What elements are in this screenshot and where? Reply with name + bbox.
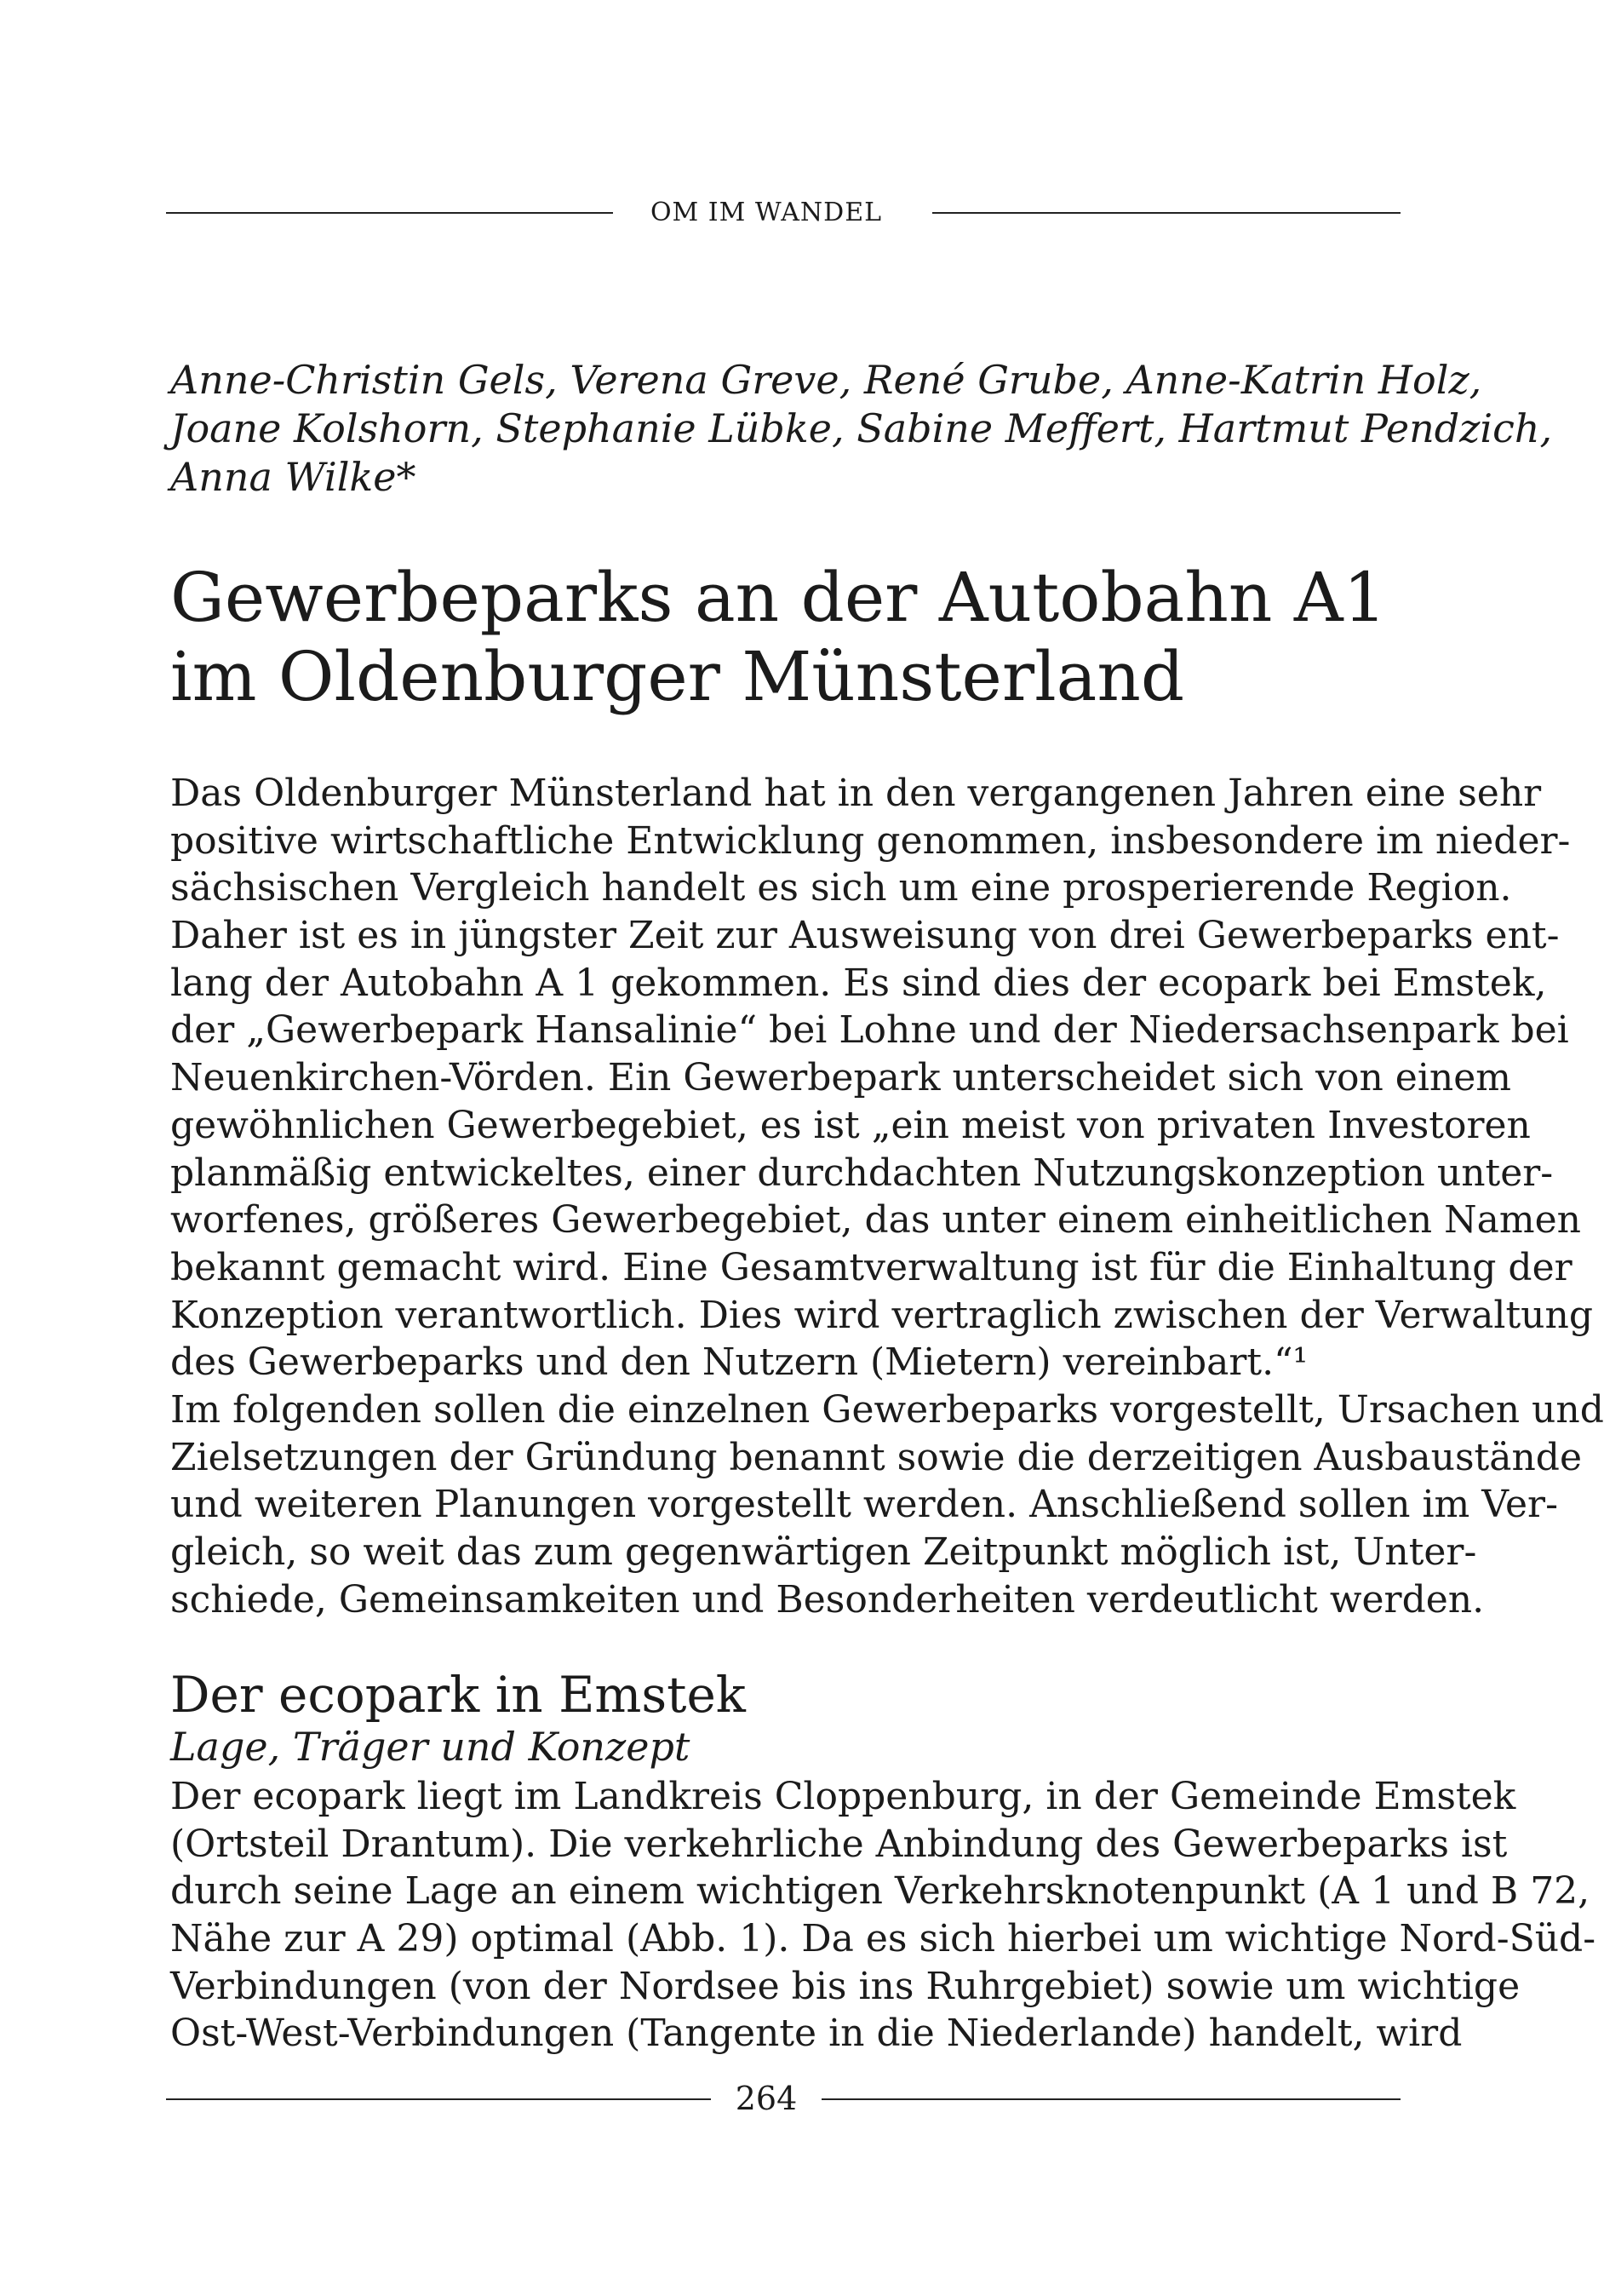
author-line: Anne-Christin Gels, Verena Greve, René Grube, Anne-Katrin Holz, — [170, 357, 1482, 403]
running-head — [0, 198, 1532, 228]
text-line: sächsischen Vergleich handelt es sich um eine prosperierende Region. — [170, 866, 1512, 910]
text-line: des Gewerbeparks und den Nutzern (Mietern) vereinbart.“¹ — [170, 1340, 1309, 1385]
text-line: bekannt gemacht wird. Eine Gesamtverwaltung ist für die Einhaltung der — [170, 1245, 1572, 1289]
text-line: Ost-West-Verbindungen (Tangente in die Niederlande) handelt, wird — [170, 2012, 1463, 2056]
text-line: Daher ist es in jüngster Zeit zur Ausweisung von drei Gewerbeparks ent- — [170, 914, 1560, 958]
author-list — [170, 356, 1553, 502]
page-footer — [0, 2081, 1532, 2115]
intro-paragraph — [170, 770, 1604, 1623]
author-line: Joane Kolshorn, Stephanie Lübke, Sabine Meffert, Hartmut Pendzich, — [170, 405, 1553, 451]
title-line: im Oldenburger Münsterland — [170, 637, 1185, 716]
text-line: positive wirtschaftliche Entwicklung genommen, insbesondere im nieder- — [170, 818, 1571, 863]
text-line: Verbindungen (von der Nordsee bis ins Ruhrgebiet) sowie um wichtige — [170, 1964, 1521, 2008]
article-title — [170, 558, 1396, 716]
text-line: worfenes, größeres Gewerbegebiet, das unter einem einheitlichen Namen — [170, 1198, 1581, 1243]
text-line: (Ortsteil Drantum). Die verkehrliche Anbindung des Gewerbeparks ist — [170, 1822, 1508, 1866]
subsection-heading: Lage, Träger und Konzept — [170, 1724, 690, 1770]
text-line: Nähe zur A 29) optimal (Abb. 1). Da es sich hierbei um wichtige Nord-Süd- — [170, 1917, 1596, 1961]
running-head-text: OM IM WANDEL — [639, 198, 894, 227]
text-line: Im folgenden sollen die einzelnen Gewerbeparks vorgestellt, Ursachen und — [170, 1387, 1604, 1432]
section-paragraph — [170, 1773, 1596, 2058]
text-line: schiede, Gemeinsamkeiten und Besonderheiten verdeutlicht werden. — [170, 1577, 1485, 1622]
text-line: Das Oldenburger Münsterland hat in den vergangenen Jahren eine sehr — [170, 772, 1542, 815]
title-line: Gewerbeparks an der Autobahn A1 — [170, 558, 1387, 637]
text-line: Zielsetzungen der Gründung benannt sowie die derzeitigen Ausbaustände — [170, 1435, 1583, 1479]
text-line: lang der Autobahn A 1 gekommen. Es sind dies der ecopark bei Emstek, — [170, 961, 1547, 1005]
text-line: Der ecopark liegt im Landkreis Cloppenburg, in der Gemeinde Emstek — [170, 1775, 1516, 1818]
author-line: Anna Wilke* — [170, 454, 416, 500]
text-line: der „Gewerbepark Hansalinie“ bei Lohne und der Niedersachsenpark bei — [170, 1008, 1569, 1053]
text-line: planmäßig entwickeltes, einer durchdachten Nutzungskonzeption unter- — [170, 1151, 1554, 1195]
section-heading: Der ecopark in Emstek — [170, 1666, 746, 1724]
text-line: und weiteren Planungen vorgestellt werden. Anschließend sollen im Ver- — [170, 1483, 1558, 1527]
text-line: gleich, so weit das zum gegenwärtigen Zeitpunkt möglich ist, Unter- — [170, 1530, 1477, 1574]
text-line: durch seine Lage an einem wichtigen Verkehrsknotenpunkt (A 1 und B 72, — [170, 1869, 1590, 1914]
text-line: gewöhnlichen Gewerbegebiet, es ist „ein meist von privaten Investoren — [170, 1103, 1531, 1147]
text-line: Neuenkirchen-Vörden. Ein Gewerbepark unterscheidet sich von einem — [170, 1056, 1512, 1100]
page-number: 264 — [724, 2080, 810, 2117]
text-line: Konzeption verantwortlich. Dies wird vertraglich zwischen der Verwaltung — [170, 1293, 1594, 1337]
